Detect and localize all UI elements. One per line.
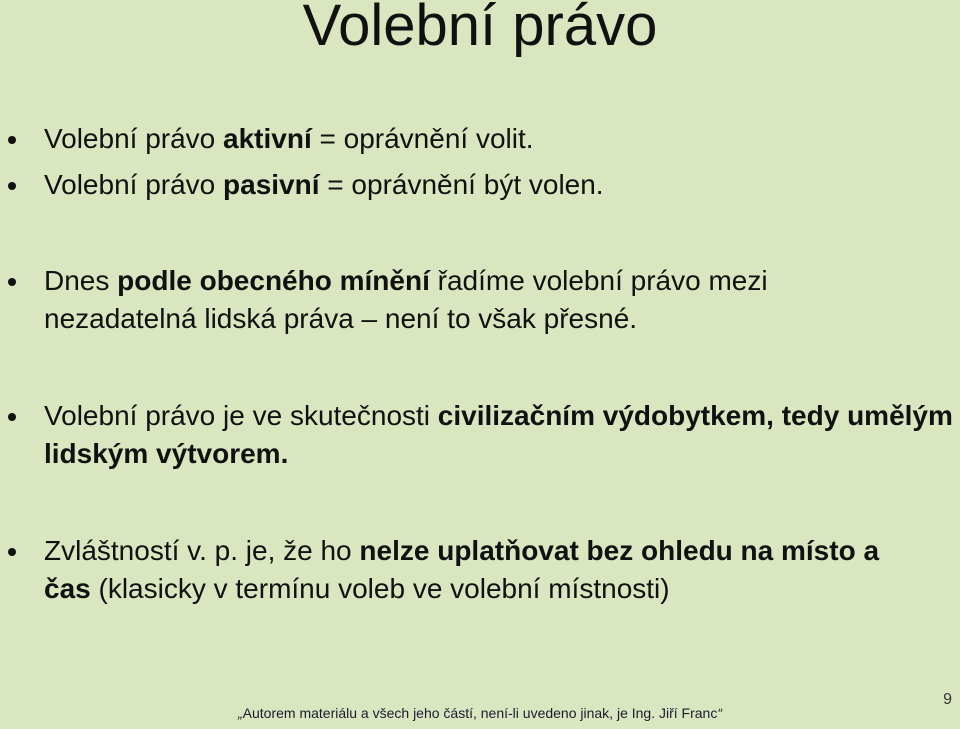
bullet-text-segment: Volební právo bbox=[44, 169, 224, 200]
footer-text: Autorem materiálu a všech jeho částí, není-li uvedeno jinak, je Ing. Jiří Franc bbox=[242, 705, 718, 721]
footer-open-quote: „ bbox=[237, 705, 243, 721]
bullet-dot-icon bbox=[8, 413, 16, 421]
bullet-text-bold: aktivní bbox=[223, 123, 312, 154]
bullet-text-segment: Dnes bbox=[44, 265, 118, 296]
footer-close-quote: “ bbox=[717, 705, 723, 721]
bullet-text bbox=[44, 532, 904, 608]
bullet-text-segment: (klasicky v termínu voleb ve volební místnosti) bbox=[90, 573, 670, 604]
bullet-text-bold: podle obecného mínění bbox=[117, 265, 430, 296]
bullet-dot-icon bbox=[8, 182, 16, 190]
bullet-text bbox=[44, 397, 954, 473]
bullet-text-segment: Volební právo je ve skutečnosti bbox=[44, 400, 438, 431]
bullet-text-bold: civilizačním výdobytkem, tedy umělým lidským výtvorem. bbox=[44, 400, 953, 469]
bullet-text-segment: = oprávnění být volen. bbox=[319, 169, 604, 200]
bullet-text-bold: nelze uplatňovat bez ohledu na místo a čas bbox=[44, 535, 880, 604]
bullet-dot-icon bbox=[8, 548, 16, 556]
slide-footer bbox=[0, 703, 960, 723]
bullet-dot-icon bbox=[8, 278, 16, 286]
bullet-text-segment: Volební právo bbox=[44, 123, 224, 154]
bullet-text-bold: pasivní bbox=[223, 169, 320, 200]
bullet-text bbox=[44, 120, 954, 158]
bullet-dot-icon bbox=[8, 136, 16, 144]
bullet-text bbox=[44, 262, 904, 338]
bullet-text-segment: Zvláštností v. p. je, že ho bbox=[44, 535, 360, 566]
page-number: 9 bbox=[943, 691, 952, 708]
bullet-text-segment: = oprávnění volit. bbox=[311, 123, 534, 154]
bullet-text-segment: řadíme volební právo mezi nezadatelná lidská práva – není to však přesné. bbox=[44, 265, 768, 334]
slide-title: Volební právo bbox=[302, 0, 658, 58]
bullet-text bbox=[44, 166, 954, 204]
